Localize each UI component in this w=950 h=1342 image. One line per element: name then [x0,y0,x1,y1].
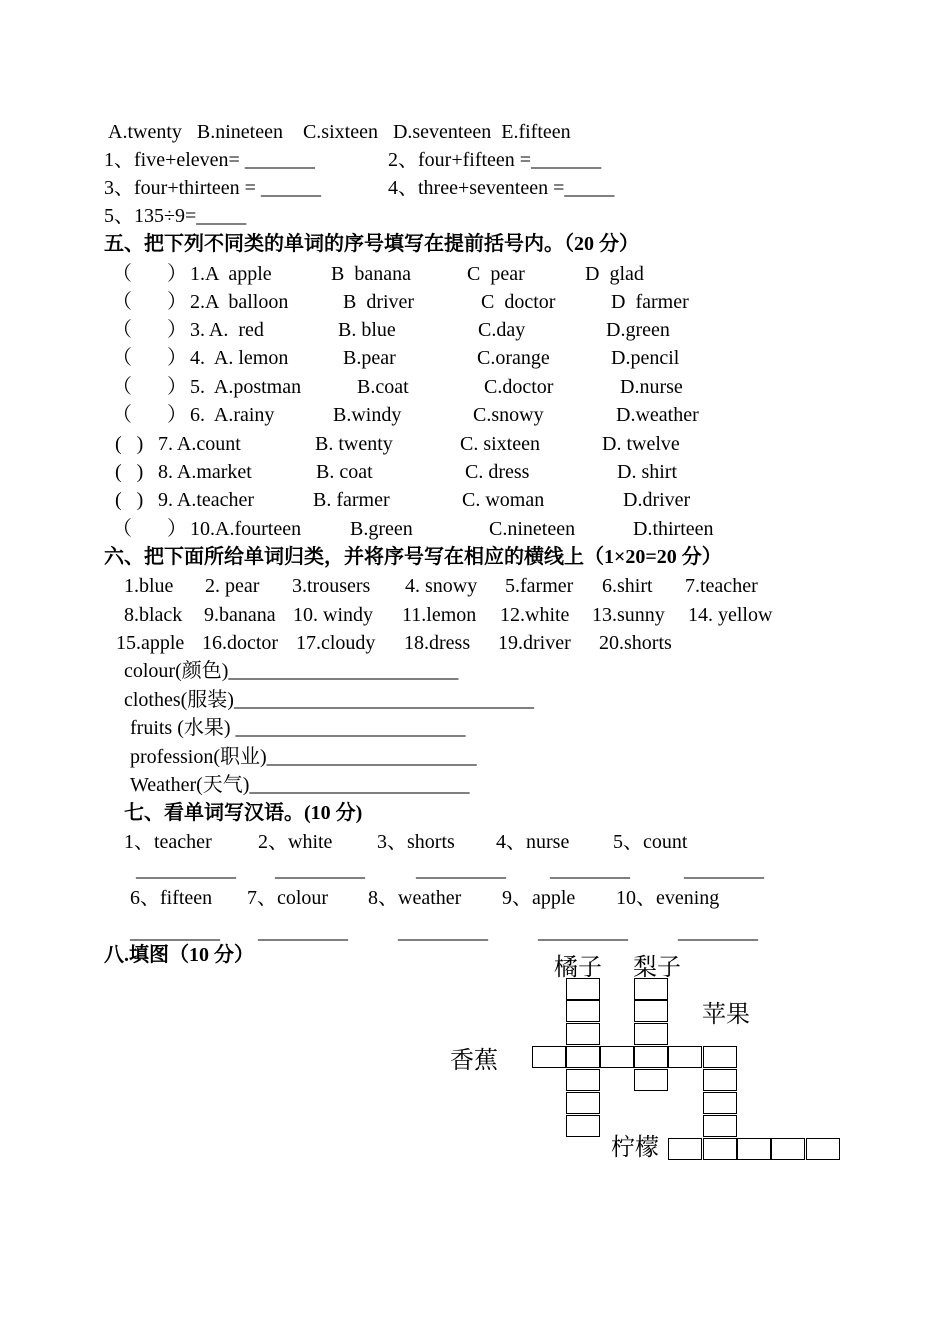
option-d: D.driver [623,489,691,511]
answer-bracket: ( ) [115,461,144,483]
crossword-cell[interactable] [703,1138,737,1160]
option-c: C pear [467,263,525,285]
option-b: B.pear [343,347,396,369]
answer-blank: _________ [275,859,365,881]
option-a: 6. A.rainy [190,404,275,426]
clue-apple: 苹果 [702,1002,750,1028]
word-item: 3、shorts [377,831,455,853]
word-item: 7、colour [247,887,329,909]
option-b: B. farmer [313,489,390,511]
option-d: D farmer [611,291,689,313]
answer-blank: _________ [416,859,506,881]
crossword-cell[interactable] [806,1138,840,1160]
math-question-1: 1、five+eleven= _______ [104,149,315,171]
option-d: D.nurse [620,376,683,398]
crossword-cell[interactable] [668,1046,702,1068]
option-c: C.nineteen [489,518,576,540]
clue-pear: 梨子 [633,955,681,981]
word-item: 20.shorts [599,632,672,654]
crossword-cell[interactable] [703,1069,737,1091]
crossword-cell[interactable] [634,1046,668,1068]
answer-bracket: （ ） [112,263,187,285]
math-question-2: 2、four+fifteen =_______ [388,149,602,171]
word-item: 11.lemon [402,604,477,626]
crossword-cell[interactable] [634,1069,668,1091]
option-b: B.coat [357,376,409,398]
answer-bracket: （ ） [112,376,187,398]
option-c: C.orange [477,347,550,369]
math-question-3: 3、four+thirteen = ______ [104,177,321,199]
crossword-cell[interactable] [737,1138,771,1160]
word-item: 8.black [124,604,183,626]
option-c: C. dress [465,461,530,483]
crossword-cell[interactable] [600,1046,634,1068]
word-item: 6.shirt [602,575,653,597]
word-item: 19.driver [498,632,571,654]
option-c: C. sixteen [460,433,540,455]
option-a: 9. A.teacher [158,489,255,511]
word-item: 1.blue [124,575,174,597]
answer-bracket: （ ） [112,404,187,426]
clue-orange: 橘子 [554,955,602,981]
crossword-cell[interactable] [566,1092,600,1114]
option-a: 3. A. red [190,319,264,341]
word-item: 2. pear [205,575,260,597]
crossword-cell[interactable] [566,1115,600,1137]
clue-banana: 香蕉 [450,1048,498,1074]
word-item: 1、teacher [124,831,212,853]
answer-blank: ________ [678,921,758,943]
option-d: D. shirt [617,461,677,483]
option-c: C doctor [481,291,556,313]
word-item: 6、fifteen [130,887,213,909]
crossword-cell[interactable] [566,1069,600,1091]
option-d: D.pencil [611,347,680,369]
word-item: 14. yellow [688,604,773,626]
answer-blank: _________ [538,921,628,943]
crossword-cell[interactable] [668,1138,702,1160]
option-b: B.windy [333,404,402,426]
category-colour: colour(颜色)_______________________ [124,660,459,682]
option-d: D glad [585,263,644,285]
crossword-cell[interactable] [771,1138,805,1160]
option-d: D.weather [616,404,699,426]
option-d: D.green [606,319,670,341]
answer-blank: _________ [398,921,488,943]
word-item: 4. snowy [405,575,478,597]
crossword-cell[interactable] [566,1000,600,1022]
option-b: B driver [343,291,415,313]
option-b: B. coat [316,461,373,483]
word-item: 17.cloudy [296,632,376,654]
clue-lemon: 柠檬 [611,1135,659,1161]
crossword-cell[interactable] [566,1046,600,1068]
category-weather: Weather(天气)______________________ [130,774,470,796]
word-item: 2、white [258,831,333,853]
answer-bracket: ( ) [115,489,144,511]
option-c: C.doctor [484,376,554,398]
option-b: B. twenty [315,433,393,455]
answer-bracket: （ ） [112,347,187,369]
word-item: 15.apple [116,632,185,654]
category-fruits: fruits (水果) _______________________ [130,717,466,739]
option-a: 5. A.postman [190,376,302,398]
category-clothes: clothes(服装)______________________________ [124,689,534,711]
math-question-4: 4、three+seventeen =_____ [388,177,615,199]
word-item: 18.dress [404,632,471,654]
crossword-cell[interactable] [566,1023,600,1045]
crossword-cell[interactable] [634,1000,668,1022]
answer-blank: _________ [130,921,220,943]
crossword-cell[interactable] [703,1046,737,1068]
option-c: C.snowy [473,404,544,426]
section-8-title: 八.填图（10 分） [104,944,254,966]
answer-bracket: （ ） [112,291,187,313]
math-question-5: 5、135÷9=_____ [104,205,247,227]
word-item: 5、count [613,831,688,853]
crossword-cell[interactable] [634,1023,668,1045]
category-profession: profession(职业)_____________________ [130,746,477,768]
word-item: 10、evening [616,887,720,909]
word-item: 3.trousers [292,575,371,597]
section-7-title: 七、看单词写汉语。(10 分) [124,802,363,824]
crossword-cell[interactable] [703,1115,737,1137]
answer-blank: _________ [258,921,348,943]
word-item: 7.teacher [685,575,758,597]
word-item: 9.banana [204,604,276,626]
option-c: C. woman [462,489,545,511]
option-d: D. twelve [602,433,680,455]
option-d: D.thirteen [633,518,714,540]
word-item: 12.white [500,604,570,626]
word-item: 4、nurse [496,831,570,853]
option-b: B banana [331,263,411,285]
section-6-title: 六、把下面所给单词归类，并将序号写在相应的横线上（1×20=20 分） [104,546,722,568]
answer-blank: ________ [550,859,630,881]
answer-options: A.twenty B.nineteen C.sixteen D.seventeen E.fifteen [108,121,571,143]
answer-bracket: （ ） [112,518,187,540]
option-b: B.green [350,518,413,540]
section-5-title: 五、把下列不同类的单词的序号填写在提前括号内。（20 分） [104,233,639,255]
answer-blank: ________ [684,859,764,881]
answer-blank: __________ [136,859,236,881]
answer-bracket: ( ) [115,433,144,455]
option-c: C.day [478,319,526,341]
option-a: 4. A. lemon [190,347,289,369]
option-b: B. blue [338,319,396,341]
option-a: 8. A.market [158,461,252,483]
word-item: 5.farmer [505,575,574,597]
word-item: 10. windy [293,604,373,626]
option-a: 10.A.fourteen [190,518,302,540]
crossword-cell[interactable] [703,1092,737,1114]
word-item: 13.sunny [592,604,665,626]
word-item: 9、apple [502,887,576,909]
option-a: 2.A balloon [190,291,289,313]
word-item: 8、weather [368,887,462,909]
answer-bracket: （ ） [112,319,187,341]
option-a: 1.A apple [190,263,272,285]
word-item: 16.doctor [202,632,279,654]
option-a: 7. A.count [158,433,241,455]
crossword-cell[interactable] [532,1046,566,1068]
